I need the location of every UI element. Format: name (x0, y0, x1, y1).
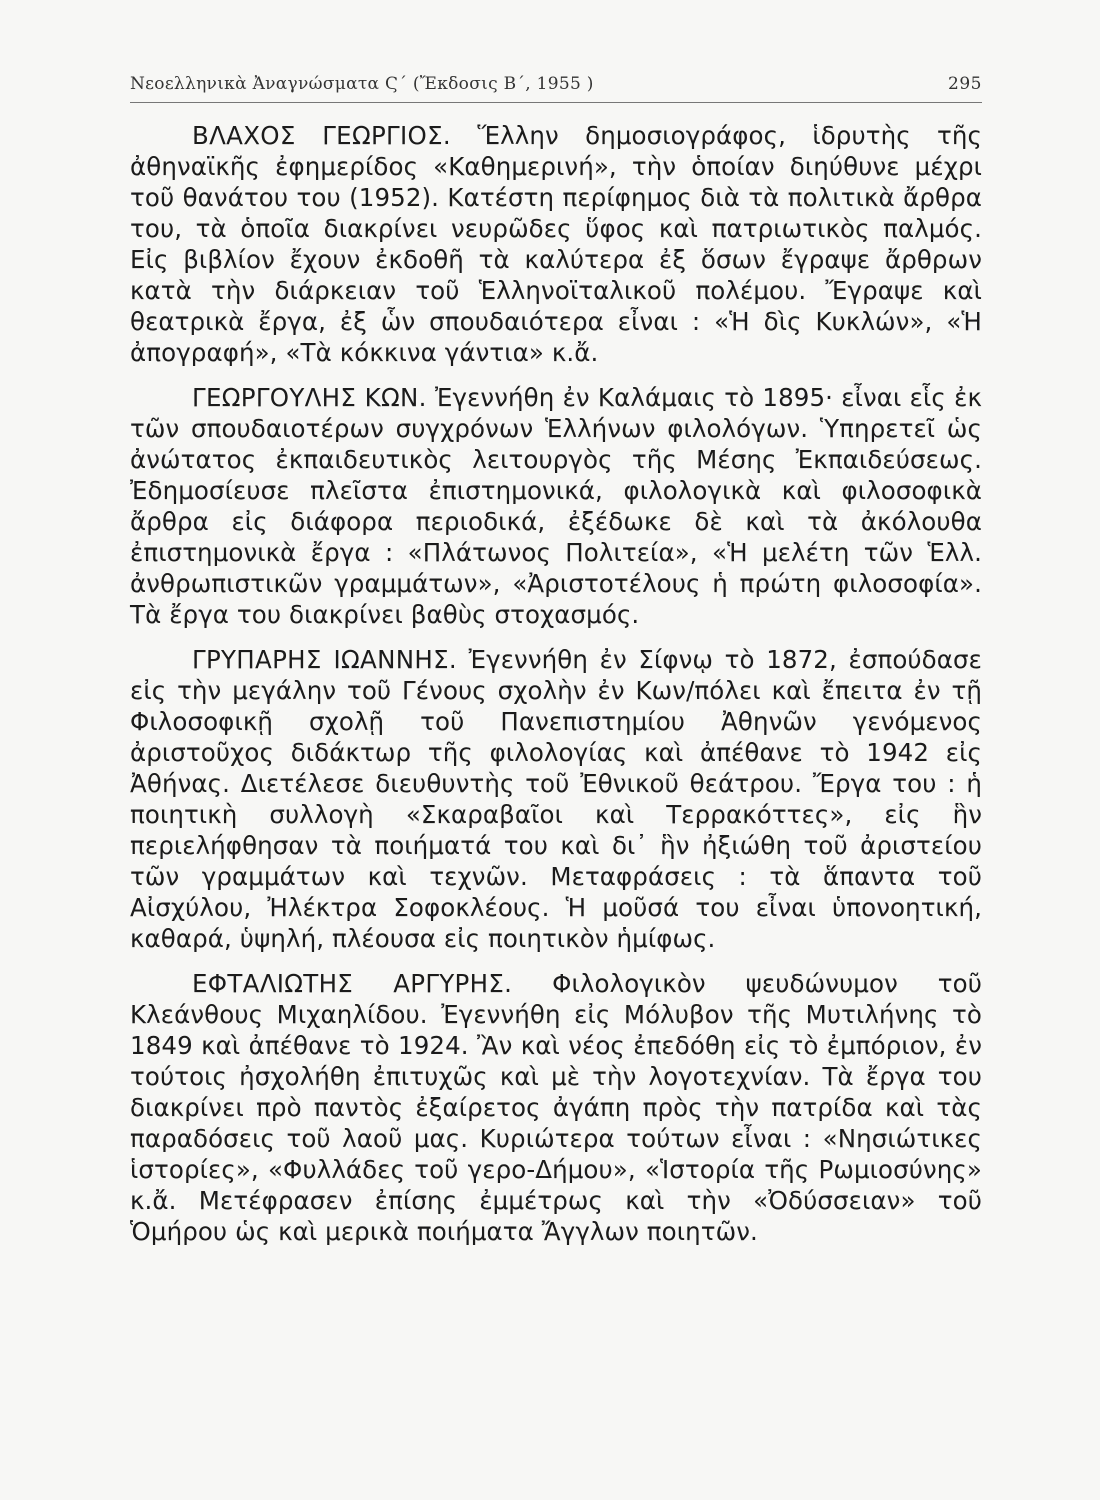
entry-eftaliotis (130, 968, 982, 1247)
body-text (130, 120, 982, 1261)
entry-vlachos (130, 120, 982, 368)
entry-georgoulis (130, 382, 982, 630)
entry-gryparis (130, 644, 982, 954)
entry-text: Ἕλλην δημοσιογράφος, ἱδρυτὴς τῆς ἀθηναϊκῆς ἐφημερίδος «Καθημερινή», τὴν ὁποίαν διηύθυνε μέχρι τοῦ θανάτου του (1952). Κατέστη περίφημος διὰ τὰ πολιτικὰ ἄρθρα του, τὰ ὁποῖα διακρίνει νευρῶδες ὕφος καὶ πατριωτικὸς παλμός. Εἰς βιβλίον ἔχουν ἐκδοθῆ τὰ καλύτερα ἐξ ὅσων ἔγραψε ἄρθρων κατὰ τὴν διάρκειαν τοῦ Ἑλληνοϊταλικοῦ πολέμου. Ἔγραψε καὶ θεατρικὰ ἔργα, ἐξ ὧν σπουδαιότερα εἶναι : «Ἡ δὶς Κυκλών», «Ἡ ἀπογραφή», «Τὰ κόκκινα γάντια» κ.ἄ. (130, 121, 982, 367)
entry-name: ΓΡΥΠΑΡΗΣ ΙΩΑΝΝΗΣ. (192, 645, 457, 674)
entry-name: ΒΛΑΧΟΣ ΓΕΩΡΓΙΟΣ. (192, 121, 451, 150)
entry-text: Ἐγεννήθη ἐν Σίφνῳ τὸ 1872, ἐσπούδασε εἰς τὴν μεγάλην τοῦ Γένους σχολὴν ἐν Κων/πόλει καὶ ἔπειτα ἐν τῇ Φιλοσοφικῇ σχολῇ τοῦ Πανεπιστημίου Ἀθηνῶν γενόμενος ἀριστοῦχος διδάκτωρ τῆς φιλολογίας καὶ ἀπέθανε τὸ 1942 εἰς Ἀθήνας. Διετέλεσε διευθυντὴς τοῦ Ἐθνικοῦ θεάτρου. Ἔργα του : ἡ ποιητικὴ συλλογὴ «Σκαραβαῖοι καὶ Τερρακόττες», εἰς ἣν περιελήφθησαν τὰ ποιήματά του καὶ δι᾿ ἣν ἠξιώθη τοῦ ἀριστείου τῶν γραμμάτων καὶ τεχνῶν. Μεταφράσεις : τὰ ἅπαντα τοῦ Αἰσχύλου, Ἠλέκτρα Σοφοκλέους. Ἡ μοῦσά του εἶναι ὑπονοητική, καθαρά, ὑψηλή, πλέουσα εἰς ποιητικὸν ἡμίφως. (130, 645, 982, 953)
page-number: 295 (948, 74, 982, 94)
entry-text: Ἐγεννήθη ἐν Καλάμαις τὸ 1895· εἶναι εἷς ἐκ τῶν σπουδαιοτέρων συγχρόνων Ἑλλήνων φιλολόγων. Ὑπηρετεῖ ὡς ἀνώτατος ἐκπαιδευτικὸς λειτουργὸς τῆς Μέσης Ἐκπαιδεύσεως. Ἐδημοσίευσε πλεῖστα ἐπιστημονικά, φιλολογικὰ καὶ φιλοσοφικὰ ἄρθρα εἰς διάφορα περιοδικά, ἐξέδωκε δὲ καὶ τὰ ἀκόλουθα ἐπιστημονικὰ ἔργα : «Πλάτωνος Πολιτεία», «Ἡ μελέτη τῶν Ἑλλ. ἀνθρωπιστικῶν γραμμάτων», «Ἀριστοτέλους ἡ πρώτη φιλοσοφία». Τὰ ἔργα του διακρίνει βαθὺς στοχασμός. (130, 383, 982, 629)
running-header (130, 70, 982, 103)
running-title: Νεοελληνικὰ Ἀναγνώσματα Ϛ΄ (Ἔκδοσις Β΄, 1955 ) (130, 74, 594, 94)
entry-name: ΓΕΩΡΓΟΥΛΗΣ ΚΩΝ. (192, 383, 427, 412)
entry-name: ΕΦΤΑΛΙΩΤΗΣ ΑΡΓΥΡΗΣ. (192, 969, 513, 998)
entry-text: Φιλολογικὸν ψευδώνυμον τοῦ Κλεάνθους Μιχαηλίδου. Ἐγεννήθη εἰς Μόλυβον τῆς Μυτιλήνης τὸ 1849 καὶ ἀπέθανε τὸ 1924. Ἂν καὶ νέος ἐπεδόθη εἰς τὸ ἐμπόριον, ἐν τούτοις ἠσχολήθη ἐπιτυχῶς καὶ μὲ τὴν λογοτεχνίαν. Τὰ ἔργα του διακρίνει πρὸ παντὸς ἐξαίρετος ἀγάπη πρὸς τὴν πατρίδα καὶ τὰς παραδόσεις τοῦ λαοῦ μας. Κυριώτερα τούτων εἶναι : «Νησιώτικες ἱστορίες», «Φυλλάδες τοῦ γερο-Δήμου», «Ἱστορία τῆς Ρωμιοσύνης» κ.ἄ. Μετέφρασεν ἐπίσης ἐμμέτρως καὶ τὴν «Ὀδύσσειαν» τοῦ Ὁμήρου ὡς καὶ μερικὰ ποιήματα Ἄγγλων ποιητῶν. (130, 969, 982, 1246)
